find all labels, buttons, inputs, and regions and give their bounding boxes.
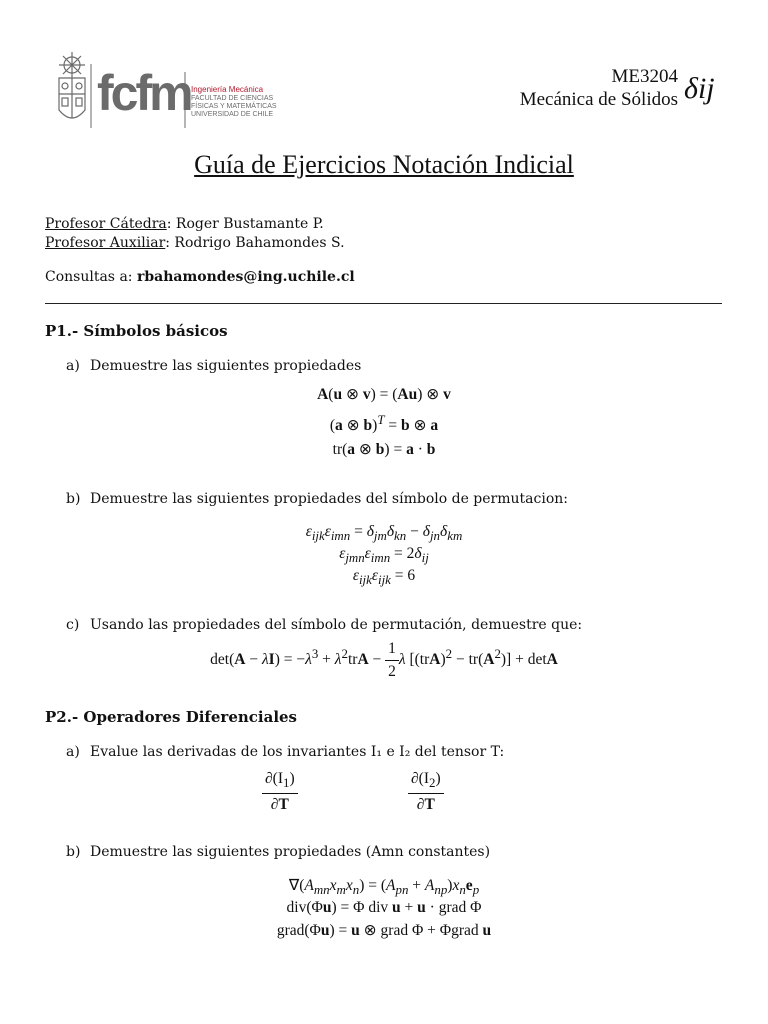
p2-b-equation-1: $\nabla(A_{mn}x_mx_n) = (A_{pn} + A_{np})x_ne_p$ xyxy=(288,877,480,898)
logo-department: Ingeniería Mecánica xyxy=(191,85,264,94)
fcfm-logo xyxy=(55,52,290,132)
p2-a-derivative-1: $\frac{\partial(I_1)}{\partial T}$ xyxy=(262,770,312,814)
p1-item-c xyxy=(66,617,582,633)
contact-label: Consultas a: xyxy=(45,269,137,285)
section-p1-title: P1.- Símbolos básicos xyxy=(45,322,228,340)
p2-item-a xyxy=(66,744,504,760)
p2-b-label: b) xyxy=(66,844,81,860)
p1-c-equation: $\det(A - \lambda I) = -\lambda^3 + \lambda^2trA$ − $\frac{1}{2}$ λ $[(trA)^2 - tr(A^2)] + \det A$ xyxy=(210,640,558,680)
p1-b-equation-1: $\varepsilon_{ijk}\varepsilon_{imn} = \delta_{jm}\delta_{kn} - \delta_{jn}\delta_{km}$ xyxy=(305,523,463,544)
professor-line xyxy=(45,216,324,232)
p1-c-text: Usando las propiedades del símbolo de permutación, demuestre que: xyxy=(90,617,583,633)
logo-faculty-2: FÍSICAS Y MATEMÁTICAS xyxy=(191,103,277,110)
professor-name: : Roger Bustamante P. xyxy=(166,216,324,232)
p1-b-text: Demuestre las siguientes propiedades del símbolo de permutacion: xyxy=(90,491,568,507)
p2-a-text: Evalue las derivadas de los invariantes I₁ e I₂ del tensor T: xyxy=(90,744,505,760)
divider xyxy=(45,303,722,304)
aux-label: Profesor Auxiliar xyxy=(45,235,166,251)
p1-a-equation-2: (a ⊗ b)$^T$ = b ⊗ a xyxy=(329,412,439,435)
p1-b-label: b) xyxy=(66,491,81,507)
professor-label: Profesor Cátedra xyxy=(45,216,167,232)
p1-a-equation-3: tr(a ⊗ b) = a · b xyxy=(332,441,436,458)
logo-faculty-1: FACULTAD DE CIENCIAS xyxy=(191,95,274,102)
p2-a-label: a) xyxy=(66,744,80,760)
kronecker-delta-symbol: δij xyxy=(684,72,715,105)
p1-c-label: c) xyxy=(66,617,80,633)
aux-line xyxy=(45,235,345,251)
logo-university: UNIVERSIDAD DE CHILE xyxy=(191,111,274,118)
section-p2-title: P2.- Operadores Diferenciales xyxy=(45,708,298,726)
p1-item-a xyxy=(66,358,361,374)
logo-wordmark: fcfm xyxy=(97,65,191,121)
aux-name: : Rodrigo Bahamondes S. xyxy=(165,235,345,251)
p2-item-b xyxy=(66,844,490,860)
p1-a-equation-1: A(u ⊗ v) = (Au) ⊗ v xyxy=(317,386,451,403)
p1-a-text: Demuestre las siguientes propiedades xyxy=(90,358,362,374)
p2-b-equation-2: div(Φu) = Φ div u + u · grad Φ xyxy=(286,899,482,916)
contact-email[interactable]: rbahamondes@ing.uchile.cl xyxy=(136,269,355,285)
p2-a-derivative-2: $\frac{\partial(I_2)}{\partial T}$ xyxy=(408,770,458,814)
course-code: ME3204 xyxy=(611,66,678,87)
document-title: Guía de Ejercicios Notación Indicial xyxy=(194,150,574,179)
p1-b-equation-3: $\varepsilon_{ijk}\varepsilon_{ijk} = 6$ xyxy=(352,567,416,588)
p1-a-label: a) xyxy=(66,358,80,374)
p1-item-b xyxy=(66,491,568,507)
p1-b-equation-2: $\varepsilon_{jmn}\varepsilon_{imn} = 2\delta_{ij}$ xyxy=(339,545,429,566)
course-name: Mecánica de Sólidos xyxy=(519,89,678,110)
p2-b-text: Demuestre las siguientes propiedades (Amn constantes) xyxy=(90,844,491,860)
contact-line xyxy=(45,269,355,285)
p2-b-equation-3: grad(Φu) = u ⊗ grad Φ + Φgrad u xyxy=(276,922,492,939)
